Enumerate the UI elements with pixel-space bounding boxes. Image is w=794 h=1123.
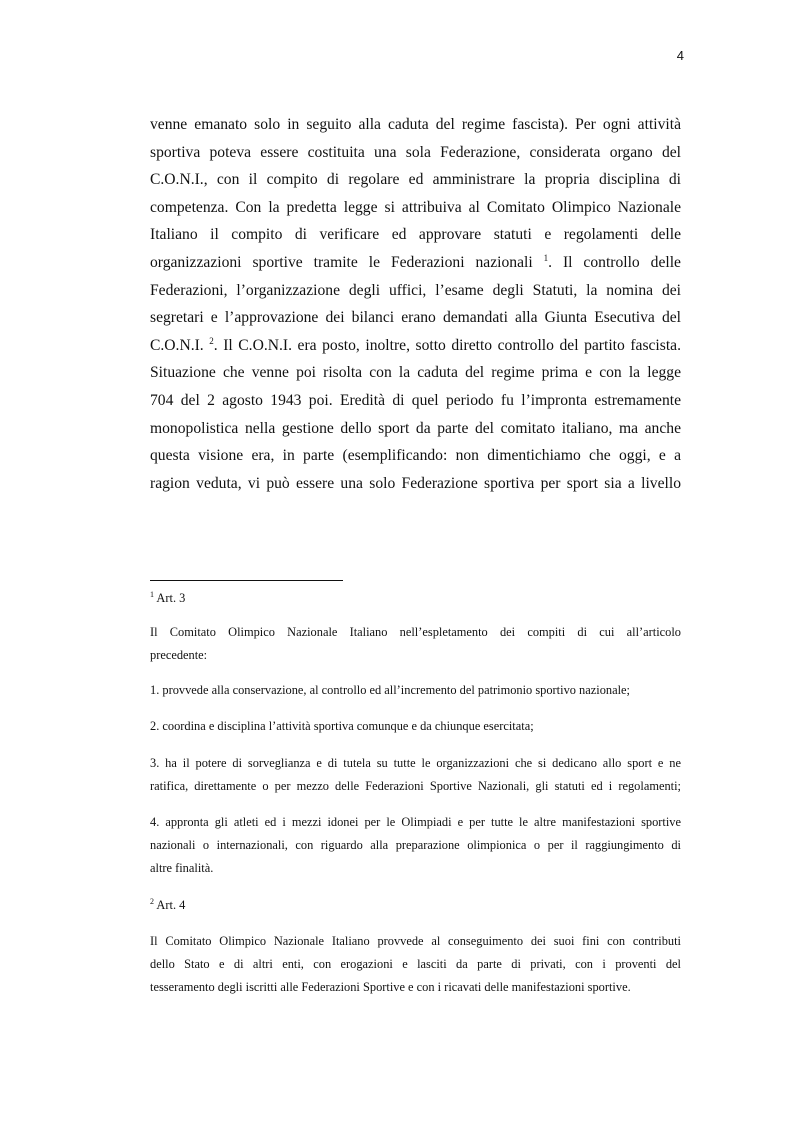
body-text [150, 111, 681, 497]
body-line: questa visione era, in parte (esemplificando: non dimentichiamo che oggi, e a [150, 447, 681, 465]
body-line [150, 332, 681, 360]
footnote-marker-1: 1 [150, 590, 154, 599]
body-line: Federazioni, l’organizzazione degli uffici, l’esame degli Statuti, la nomina dei [150, 281, 681, 299]
footnote-line: Il Comitato Olimpico Nazionale Italiano provvede al conseguimento dei suoi fini con contributi [150, 934, 681, 948]
footnote-line: ratifica, direttamente o per mezzo delle Federazioni Sportive Nazionali, gli statuti ed i regolamenti; [150, 779, 681, 793]
footnote-ref-2: 2 [209, 335, 214, 346]
body-line-text: C.O.N.I. [150, 336, 204, 354]
footnote-1-item-1 [150, 679, 681, 702]
footnote-line: 2. coordina e disciplina l’attività sportiva comunque e da chiunque esercitata; [150, 719, 534, 733]
body-line: Situazione che venne poi risolta con la caduta del regime prima e con la legge [150, 364, 681, 382]
footnote-line: 4. appronta gli atleti ed i mezzi idonei per le Olimpiadi e per tutte le altre manifestazioni sportive [150, 815, 681, 829]
page-number: 4 [676, 48, 684, 63]
body-line: monopolistica nella gestione dello sport da parte del comitato italiano, ma anche [150, 419, 681, 437]
footnote-separator [150, 580, 343, 581]
body-line [150, 249, 681, 277]
footnote-heading-text: Art. 4 [156, 898, 186, 912]
footnote-line: 1. provvede alla conservazione, al controllo ed all’incremento del patrimonio sportivo nazionale; [150, 683, 630, 697]
footnote-line: 3. ha il potere di sorveglianza e di tutela su tutte le organizzazioni che si dedicano allo sport e ne [150, 756, 681, 770]
footnote-1-item-2 [150, 715, 681, 738]
body-line: segretari e l’approvazione dei bilanci erano demandati alla Giunta Esecutiva del [150, 309, 681, 327]
footnote-line: altre finalità. [150, 861, 214, 875]
body-line: competenza. Con la predetta legge si attribuiva al Comitato Olimpico Nazionale [150, 198, 681, 216]
footnote-line: Il Comitato Olimpico Nazionale Italiano nell’espletamento dei compiti di cui all’articolo [150, 625, 681, 639]
footnote-heading-text: Art. 3 [156, 591, 186, 605]
footnote-line: tesseramento degli iscritti alle Federazioni Sportive e con i ricavati delle manifestazioni sportive. [150, 980, 631, 994]
footnote-2-heading [150, 894, 681, 917]
footnote-1-item-4 [150, 811, 681, 880]
body-line: ragion veduta, vi può essere una solo Federazione sportiva per sport sia a livello [150, 474, 681, 492]
body-line: venne emanato solo in seguito alla caduta del regime fascista). Per ogni attività [150, 116, 681, 133]
footnote-heading-line [150, 587, 681, 610]
body-line-text: . Il C.O.N.I. era posto, inoltre, sotto diretto controllo del partito fascista. [213, 336, 681, 354]
footnote-1-heading [150, 587, 681, 610]
footnote-ref-1: 1 [543, 252, 549, 263]
footnote-1-item-3 [150, 752, 681, 798]
body-line-text: organizzazioni sportive tramite le Federazioni nazionali [150, 253, 533, 271]
footnote-2-text [150, 930, 681, 999]
footnote-heading-line [150, 894, 681, 917]
footnote-marker-2: 2 [150, 897, 154, 906]
body-line-text: . Il controllo delle [548, 253, 681, 271]
footnote-line: dello Stato e di altri enti, con erogazioni e lasciti da parte di privati, con i proventi del [150, 957, 681, 971]
body-line: sportiva poteva essere costituita una sola Federazione, considerata organo del [150, 143, 681, 161]
body-line: 704 del 2 agosto 1943 poi. Eredità di quel periodo fu l’impronta estremamente [150, 391, 681, 409]
body-line: Italiano il compito di verificare ed approvare statuti e regolamenti delle [150, 226, 681, 244]
footnote-line: nazionali o internazionali, con riguardo alla preparazione olimpionica o per il raggiungimento di [150, 838, 681, 852]
footnote-1-intro [150, 621, 681, 667]
footnote-line: precedente: [150, 648, 208, 662]
body-line: C.O.N.I., con il compito di regolare ed amministrare la propria disciplina di [150, 171, 681, 189]
